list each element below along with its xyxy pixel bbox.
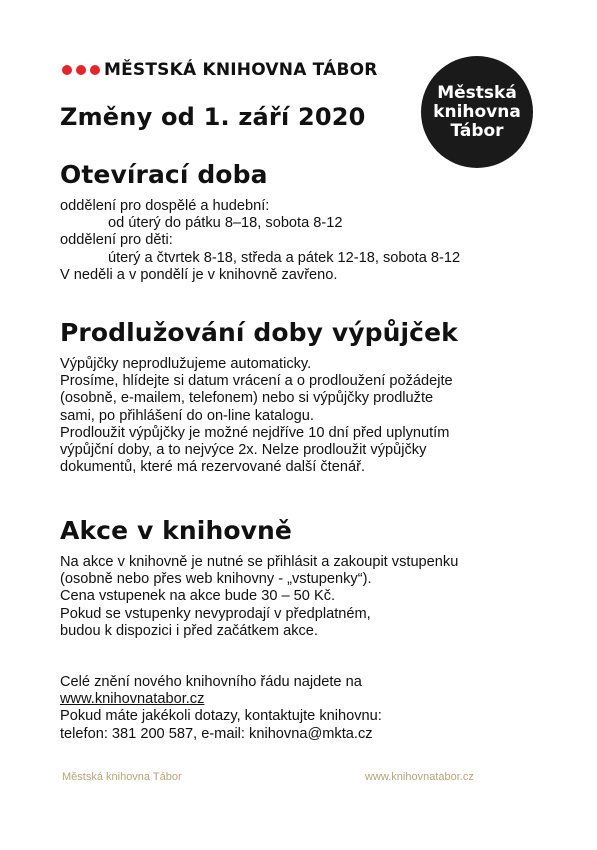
text-line: oddělení pro děti:: [60, 232, 173, 249]
text-line: Výpůjčky neprodlužujeme automaticky.: [60, 356, 312, 372]
opening-hours-body: [60, 198, 460, 284]
contact-block: [60, 674, 382, 743]
library-logo: [421, 56, 533, 168]
text-line: úterý a čtvrtek 8-18, středa a pátek 12-18, sobota 8-12: [108, 249, 461, 266]
brand-header: [62, 60, 378, 80]
page-title: Změny od 1. září 2020: [60, 103, 366, 131]
text-line: Na akce v knihovně je nutné se přihlásit a zakoupit vstupenku: [60, 554, 459, 570]
text-line: Pokud se vstupenky nevyprodají v předplatném,: [60, 605, 371, 622]
text-line: Prosíme, hlídejte si datum vrácení a o prodloužení požádejte: [60, 373, 453, 390]
section-title-loans: Prodlužování doby výpůjček: [60, 318, 458, 347]
text-line: sami, po přihlášení do on-line katalogu.: [60, 407, 314, 424]
red-dot-icon: [62, 65, 72, 75]
text-line: dokumentů, které má rezervované další čtenář.: [60, 459, 366, 476]
text-line: od úterý do pátku 8–18, sobota 8-12: [108, 215, 343, 232]
section-title-events: Akce v knihovně: [60, 516, 292, 545]
events-body: [60, 554, 458, 640]
text-line: telefon: 381 200 587, e-mail: knihovna@mkta.cz: [60, 725, 373, 742]
red-dot-icon: [76, 65, 86, 75]
footer-website: www.knihovnatabor.cz: [365, 771, 474, 783]
text-line: výpůjční doby, a to nejvýce 2x. Nelze prodloužit výpůjčky: [60, 442, 427, 459]
loans-body: [60, 356, 453, 476]
text-line: (osobně, e-mailem, telefonem) nebo si výpůjčky prodlužte: [60, 390, 434, 407]
logo-line: Tábor: [450, 120, 504, 141]
text-line: V neděli a v pondělí je v knihovně zavřeno.: [60, 266, 338, 283]
logo-line: knihovna: [433, 101, 521, 122]
brand-name: MĚSTSKÁ KNIHOVNA TÁBOR: [104, 60, 378, 80]
text-line: oddělení pro dospělé a hudební:: [60, 198, 270, 214]
section-title-opening-hours: Otevírací doba: [60, 160, 268, 189]
text-line: budou k dispozici i před začátkem akce.: [60, 622, 318, 639]
footer-library-name: Městská knihovna Tábor: [62, 771, 182, 783]
text-line: (osobně nebo přes web knihovny - „vstupenky“).: [60, 571, 372, 588]
logo-line: Městská: [437, 82, 517, 103]
red-dot-icon: [90, 65, 100, 75]
text-line: Prodloužit výpůjčky je možné nejdříve 10 dní před uplynutím: [60, 424, 450, 441]
text-line: Celé znění nového knihovního řádu najdete na: [60, 674, 362, 690]
website-link[interactable]: www.knihovnatabor.cz: [60, 691, 205, 708]
text-line: Cena vstupenek na akce bude 30 – 50 Kč.: [60, 588, 336, 605]
text-line: Pokud máte jakékoli dotazy, kontaktujte knihovnu:: [60, 708, 382, 725]
